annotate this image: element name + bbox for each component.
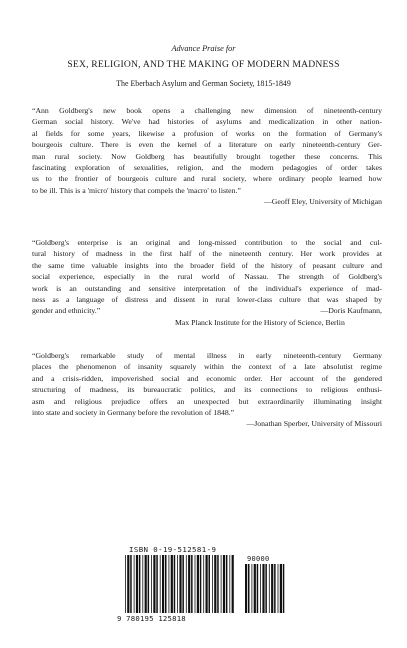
book-title: SEX, RELIGION, AND THE MAKING OF MODERN MADNESS <box>67 59 340 70</box>
quote-line: fascinating exploration of sexualities, religion, and the modern pedagogies of order takes <box>32 163 382 173</box>
book-subtitle: The Eberbach Asylum and German Society, 1815-1849 <box>116 79 291 88</box>
quote-line: social experience, especially in the rural world of Nassau. The strength of Goldberg's <box>32 272 382 282</box>
price-code: 90000 <box>247 555 270 563</box>
quote-line: gender and ethnicity.” <box>32 306 101 316</box>
ean-digits: 9 780195 125818 <box>117 614 186 623</box>
quote-line: us to the frontier of bourgeois culture and rural society, where ordinary people learned how <box>32 174 382 184</box>
quote-line: man rural society. Now Goldberg has beautifully brought together these concerns. This <box>32 151 382 161</box>
praise-quote-3 <box>32 350 382 430</box>
quote-attribution: —Geoff Eley, University of Michigan <box>264 197 382 207</box>
quote-line: places the phenomenon of insanity squarely within the context of a late absolutist regime <box>32 362 382 372</box>
barcode-bars-icon <box>117 555 292 617</box>
quote-line: tural history of madness in the first half of the nineteenth century. Her work provides at <box>32 249 382 259</box>
quote-attribution: —Jonathan Sperber, University of Missouri <box>246 419 382 429</box>
isbn-barcode <box>117 545 292 627</box>
quote-attribution: —Doris Kaufmann, <box>320 306 382 316</box>
quote-line: work is an outstanding and sensitive interpretation of the individual's experience of mad- <box>32 283 382 293</box>
quote-line: to be ill. This is a 'micro' history that compels the 'macro' to listen.” <box>32 185 241 195</box>
quote-line: the same time valuable insights into the broader field of the history of peasant culture and <box>32 260 382 270</box>
quote-line: “Goldberg's remarkable study of mental illness in early nineteenth-century Germany <box>32 351 382 360</box>
quote-line: asm and religious prejudice offers an unexpected but extraordinarily illuminating insight <box>32 396 382 406</box>
quote-line: bourgeois culture. There is even the kernel of a literature on early nineteenth-century Ger- <box>32 140 382 150</box>
quote-attribution-affiliation: Max Planck Institute for the History of Science, Berlin <box>175 317 345 327</box>
praise-quote-2 <box>32 237 382 328</box>
quote-line: into state and society in Germany before the revolution of 1848.” <box>32 408 235 418</box>
isbn-label: ISBN 0-19-512581-9 <box>129 545 217 554</box>
quote-line: al fields for some years, likewise a profusion of works on the formation of Germany's <box>32 128 382 138</box>
quote-line: “Ann Goldberg's new book opens a challenging new dimension of nineteenth-century <box>32 106 382 115</box>
quote-line: “Goldberg's enterprise is an original and long-missed contribution to the social and cul- <box>32 238 382 247</box>
quote-line: and a crisis-ridden, impoverished social and economic order. Her account of the gendered <box>32 373 382 383</box>
quote-line: ness as a language of distress and dissent in rural lower-class culture that was shaped by <box>32 295 382 305</box>
header-kicker: Advance Praise for <box>171 44 236 53</box>
praise-quote-1 <box>32 105 382 208</box>
quote-line: German social history. We've had histories of asylums and medicalization in other nation- <box>32 117 382 127</box>
quote-line: structuring of madness, its bureaucratic politics, and its connections to religious enthusi- <box>32 385 382 395</box>
